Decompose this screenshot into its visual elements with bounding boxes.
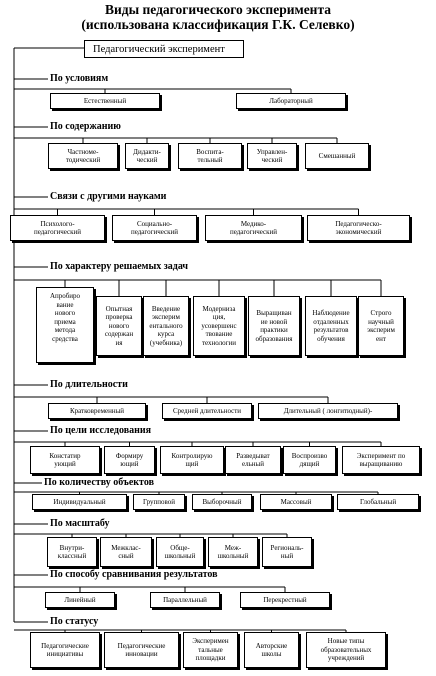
category-box-10-3: Эксперимен тальные площадки: [183, 632, 238, 668]
section-header-7: По количеству объектов: [44, 477, 154, 488]
category-box-7-5: Глобальный: [337, 494, 419, 510]
category-box-4-1: Апробиро вание нового приема метода средства: [36, 287, 94, 363]
category-box-10-1: Педагогические инициативы: [30, 632, 100, 668]
category-box-9-3: Перекрестный: [240, 592, 330, 608]
category-box-1-2: Лабораторный: [236, 93, 346, 109]
category-box-3-1: Психолого- педагогический: [10, 215, 105, 241]
section-header-2: По содержанию: [50, 121, 121, 132]
section-header-6: По цели исследования: [50, 425, 152, 436]
category-box-10-5: Новые типы образовательных учреждений: [306, 632, 386, 668]
section-header-5: По длительности: [50, 379, 128, 390]
category-box-1-1: Естественный: [50, 93, 160, 109]
category-box-8-5: Региональ- ный: [262, 537, 312, 567]
section-header-8: По масштабу: [50, 518, 110, 529]
category-box-6-6: Эксперимент по выращиванию: [342, 446, 420, 474]
category-box-4-7: Строго научный эксперим ент: [358, 296, 404, 356]
category-box-6-1: Констатир ующий: [30, 446, 100, 474]
category-box-6-2: Формиру ющий: [104, 446, 155, 474]
section-header-1: По условиям: [50, 73, 109, 84]
category-box-8-4: Меж- школьный: [208, 537, 258, 567]
root-box: Педагогический эксперимент: [84, 40, 244, 58]
title-line-2: (использована классификация Г.К. Селевко): [81, 17, 355, 32]
section-header-4: По характеру решаемых задач: [50, 261, 189, 272]
category-box-6-3: Контролирую щий: [160, 446, 224, 474]
category-box-7-4: Массовый: [260, 494, 332, 510]
category-box-4-4: Модерниза ция, усовершенс твование технологии: [193, 296, 245, 356]
category-box-6-5: Воспроизво дящий: [283, 446, 336, 474]
section-header-10: По статусу: [50, 616, 99, 627]
category-box-5-1: Кратковременный: [48, 403, 146, 419]
category-box-7-2: Групповой: [133, 494, 185, 510]
category-box-6-4: Разведыват ельный: [225, 446, 281, 474]
category-box-5-2: Средней длительности: [162, 403, 252, 419]
category-box-4-3: Введение эксперим ентального курса (учебника): [143, 296, 189, 356]
category-box-4-2: Опытная проверка нового содержан ия: [96, 296, 142, 356]
category-box-9-2: Параллельный: [150, 592, 220, 608]
category-box-2-3: Воспита- тельный: [178, 143, 242, 169]
category-box-2-4: Управлен- ческий: [247, 143, 297, 169]
category-box-8-2: Межклас- сный: [100, 537, 152, 567]
category-box-8-1: Внутри- классный: [47, 537, 97, 567]
category-box-2-5: Смешанный: [305, 143, 369, 169]
category-box-3-3: Медико- педагогический: [205, 215, 302, 241]
category-box-5-3: Длительный ( лонгитюдный)-: [258, 403, 398, 419]
category-box-4-6: Наблюдение отдаленных результатов обучения: [305, 296, 357, 356]
title-line-1: Виды педагогического эксперимента: [104, 2, 332, 17]
category-box-8-3: Обще- школьный: [156, 537, 204, 567]
category-box-7-3: Выборочный: [192, 494, 252, 510]
category-box-2-1: Частноме- тодический: [48, 143, 118, 169]
category-box-3-2: Социально- педагогический: [112, 215, 197, 241]
category-box-10-2: Педагогические инновации: [104, 632, 179, 668]
section-header-9: По способу сравнивания результатов: [50, 569, 218, 580]
category-box-10-4: Авторские школы: [244, 632, 299, 668]
category-box-9-1: Линейный: [45, 592, 115, 608]
category-box-4-5: Выращиван ие новой практики образования: [248, 296, 300, 356]
category-box-7-1: Индивидуальный: [32, 494, 127, 510]
category-box-3-4: Педагогическо- экономический: [307, 215, 410, 241]
section-header-3: Связи с другими науками: [50, 191, 167, 202]
category-box-2-2: Дидакти- ческий: [125, 143, 169, 169]
